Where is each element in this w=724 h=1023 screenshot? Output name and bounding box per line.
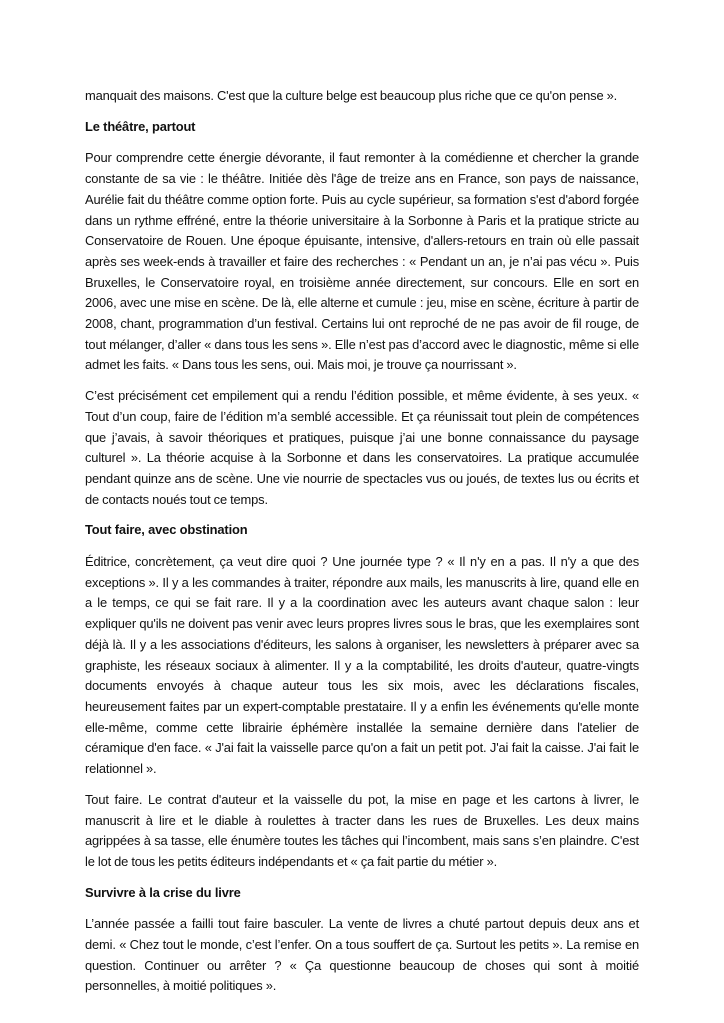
paragraph-intro-continued: manquait des maisons. C'est que la culture belge est beaucoup plus riche que ce qu'on pense ». — [85, 88, 618, 103]
paragraph-edition-possible: C’est précisément cet empilement qui a rendu l’édition possible, et même évidente, à ses yeux. « Tout d’un coup, faire de l’édition m’a semblé accessible. Et ça réunissait tout plein de compétences que j’avais, à savoir théoriques et pratiques, puisque j’ai une bonne connaissance du paysage culturel ». La théorie acquise à la Sorbonne et dans les conservatoires. La pratique accumulée pendant quinze ans de scène. Une vie nourrie de spectacles vus ou joués, de textes lus ou écrits et de contacts noués tout ce temps. — [85, 388, 639, 507]
section-heading-crise: Survivre à la crise du livre — [85, 884, 241, 900]
document-body — [85, 86, 639, 1007]
paragraph-crise-livre: L’année passée a failli tout faire basculer. La vente de livres a chuté partout depuis deux ans et demi. « Chez tout le monde, c’est l’enfer. On a tous souffert de ça. Surtout les petits ». La remise en question. Continuer ou arrêter ? « Ça questionne beaucoup de choses qui sont à moitié personnelles, à moitié politiques ». — [85, 916, 639, 994]
section-heading-tout-faire: Tout faire, avec obstination — [85, 522, 248, 538]
paragraph-tout-faire: Tout faire. Le contrat d'auteur et la vaisselle du pot, la mise en page et les cartons à livrer, le manuscrit à lire et le diable à roulettes à tracter dans les rues de Bruxelles. Les deux mains agrippées à sa tasse, elle énumère toutes les tâches qui l’incombent, mais sans s’en plaindre. C'est le lot de tous les petits éditeurs indépendants et « ça fait partie du métier ». — [85, 791, 639, 869]
paragraph-theatre-background: Pour comprendre cette énergie dévorante, il faut remonter à la comédienne et chercher la grande constante de sa vie : le théâtre. Initiée dès l'âge de treize ans en France, son pays de naissance, Aurélie fait du théâtre comme option forte. Puis au cycle supérieur, sa formation s'est d'abord forgée dans un rythme effréné, entre la théorie universitaire à la Sorbonne à Paris et la pratique stricte au Conservatoire de Rouen. Une époque épuisante, intensive, d'allers-retours en train où elle passait après ses week-ends à travailler et faire des recherches : « Pendant un an, je n’ai pas vécu ». Puis Bruxelles, le Conservatoire royal, en troisième année directement, sur concours. Elle en sort en 2006, avec une mise en scène. De là, elle alterne et cumule : jeu, mise en scène, écriture à partir de 2008, chant, programmation d’un festival. Certains lui ont reproché de ne pas avoir de fil rouge, de tout mélanger, d’aller « dans tous les sens ». Elle n’est pas d’accord avec le diagnostic, même si elle admet les faits. « Dans tous les sens, oui. Mais moi, je trouve ça nourrissant ». — [85, 150, 639, 373]
paragraph-editrice-tasks: Éditrice, concrètement, ça veut dire quoi ? Une journée type ? « Il n'y en a pas. Il n'y a que des exceptions ». Il y a les commandes à traiter, répondre aux mails, les manuscrits à lire, quand elle en a le temps, ce qui se fait rare. Il y a la coordination avec les auteurs avant chaque salon : leur expliquer qu'ils ne doivent pas venir avec leurs propres livres sous le bras, que les exemplaires sont déjà là. Il y a les associations d'éditeurs, les salons à organiser, les newsletters à préparer avec sa graphiste, les réseaux sociaux à alimenter. Il y a la comptabilité, les droits d'auteur, quatre-vingts documents envoyés à chaque auteur tous les six mois, avec les déclarations fiscales, heureusement faites par un expert-comptable prestataire. Il y a enfin les événements qu'elle monte elle-même, comme cette librairie éphémère installée la semaine dernière dans l'atelier de céramique d'en face. « J'ai fait la vaisselle parce qu'on a fait un petit pot. J'ai fait la caisse. J'ai fait le relationnel ». — [85, 554, 639, 777]
section-heading-theatre: Le théâtre, partout — [85, 118, 196, 134]
